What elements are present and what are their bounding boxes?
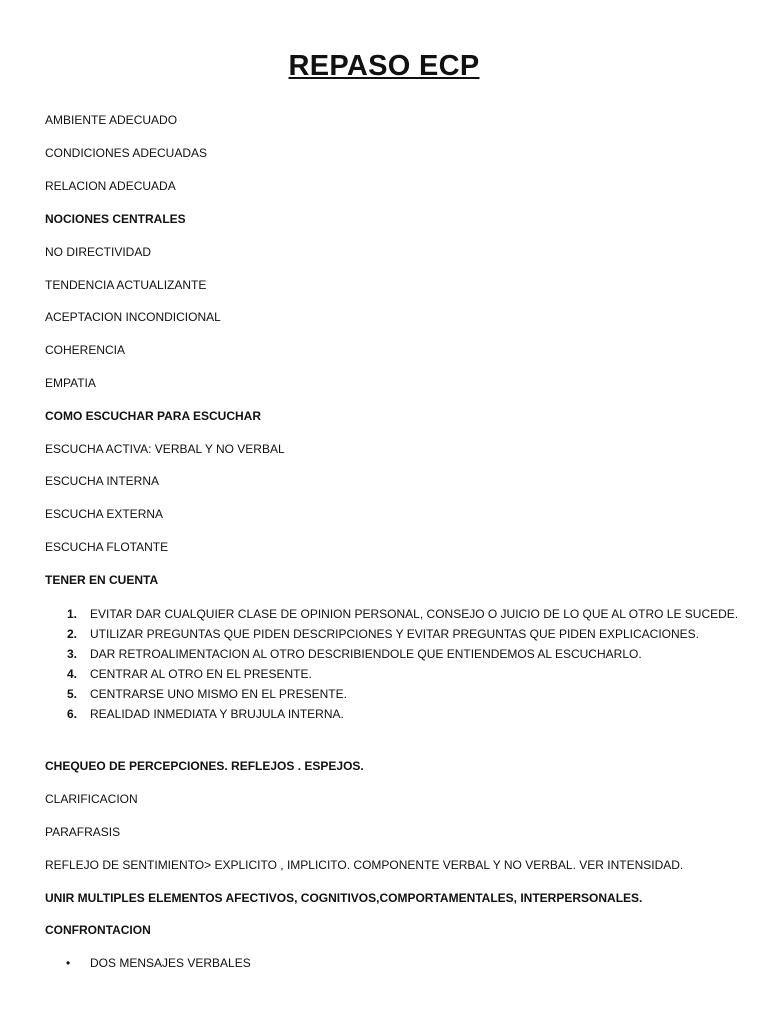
list-item-text: UTILIZAR PREGUNTAS QUE PIDEN DESCRIPCIONES Y EVITAR PREGUNTAS QUE PIDEN EXPLICACIONES. [90, 627, 700, 641]
heading-nociones-centrales: NOCIONES CENTRALES [45, 212, 186, 226]
line-aceptacion: ACEPTACION INCONDICIONAL [45, 310, 221, 324]
list-item-number: 3. [67, 647, 78, 661]
line-ambiente: AMBIENTE ADECUADO [45, 113, 178, 127]
list-item-text: REALIDAD INMEDIATA Y BRUJULA INTERNA. [90, 707, 344, 721]
line-no-directividad: NO DIRECTIVIDAD [45, 245, 152, 259]
line-reflejo-sentimiento: REFLEJO DE SENTIMIENTO> EXPLICITO , IMPLICITO. COMPONENTE VERBAL Y NO VERBAL. VER INTENSIDAD. [45, 858, 684, 872]
list-item-number: 1. [67, 607, 78, 621]
bullet-icon: • [66, 956, 71, 970]
list-item-number: 2. [67, 627, 78, 641]
list-item-number: 4. [67, 667, 78, 681]
heading-unir-elementos: UNIR MULTIPLES ELEMENTOS AFECTIVOS, COGNITIVOS,COMPORTAMENTALES, INTERPERSONALES. [45, 891, 643, 905]
line-escucha-flotante: ESCUCHA FLOTANTE [45, 540, 169, 554]
list-item-text: EVITAR DAR CUALQUIER CLASE DE OPINION PERSONAL, CONSEJO O JUICIO DE LO QUE AL OTRO LE SUCEDE. [90, 607, 739, 621]
heading-confrontacion: CONFRONTACION [45, 923, 151, 937]
list-item-text: DAR RETROALIMENTACION AL OTRO DESCRIBIENDOLE QUE ENTIENDEMOS AL ESCUCHARLO. [90, 647, 642, 661]
heading-como-escuchar: COMO ESCUCHAR PARA ESCUCHAR [45, 409, 262, 423]
line-escucha-activa: ESCUCHA ACTIVA: VERBAL Y NO VERBAL [45, 442, 285, 456]
heading-chequeo-percepciones: CHEQUEO DE PERCEPCIONES. REFLEJOS . ESPEJOS. [45, 759, 364, 773]
line-condiciones: CONDICIONES ADECUADAS [45, 146, 208, 160]
line-coherencia: COHERENCIA [45, 343, 126, 357]
heading-tener-en-cuenta: TENER EN CUENTA [45, 573, 159, 587]
list-item-text: DOS MENSAJES VERBALES [90, 956, 251, 970]
line-empatia: EMPATIA [45, 376, 96, 390]
line-escucha-interna: ESCUCHA INTERNA [45, 474, 160, 488]
list-item-number: 6. [67, 707, 78, 721]
line-clarificacion: CLARIFICACION [45, 792, 138, 806]
list-item-number: 5. [67, 687, 78, 701]
line-tendencia: TENDENCIA ACTUALIZANTE [45, 278, 207, 292]
list-item-text: CENTRAR AL OTRO EN EL PRESENTE. [90, 667, 312, 681]
line-relacion: RELACION ADECUADA [45, 179, 176, 193]
line-escucha-externa: ESCUCHA EXTERNA [45, 507, 164, 521]
line-parafrasis: PARAFRASIS [45, 825, 121, 839]
document-title: REPASO ECP [288, 50, 480, 82]
list-item-text: CENTRARSE UNO MISMO EN EL PRESENTE. [90, 687, 347, 701]
